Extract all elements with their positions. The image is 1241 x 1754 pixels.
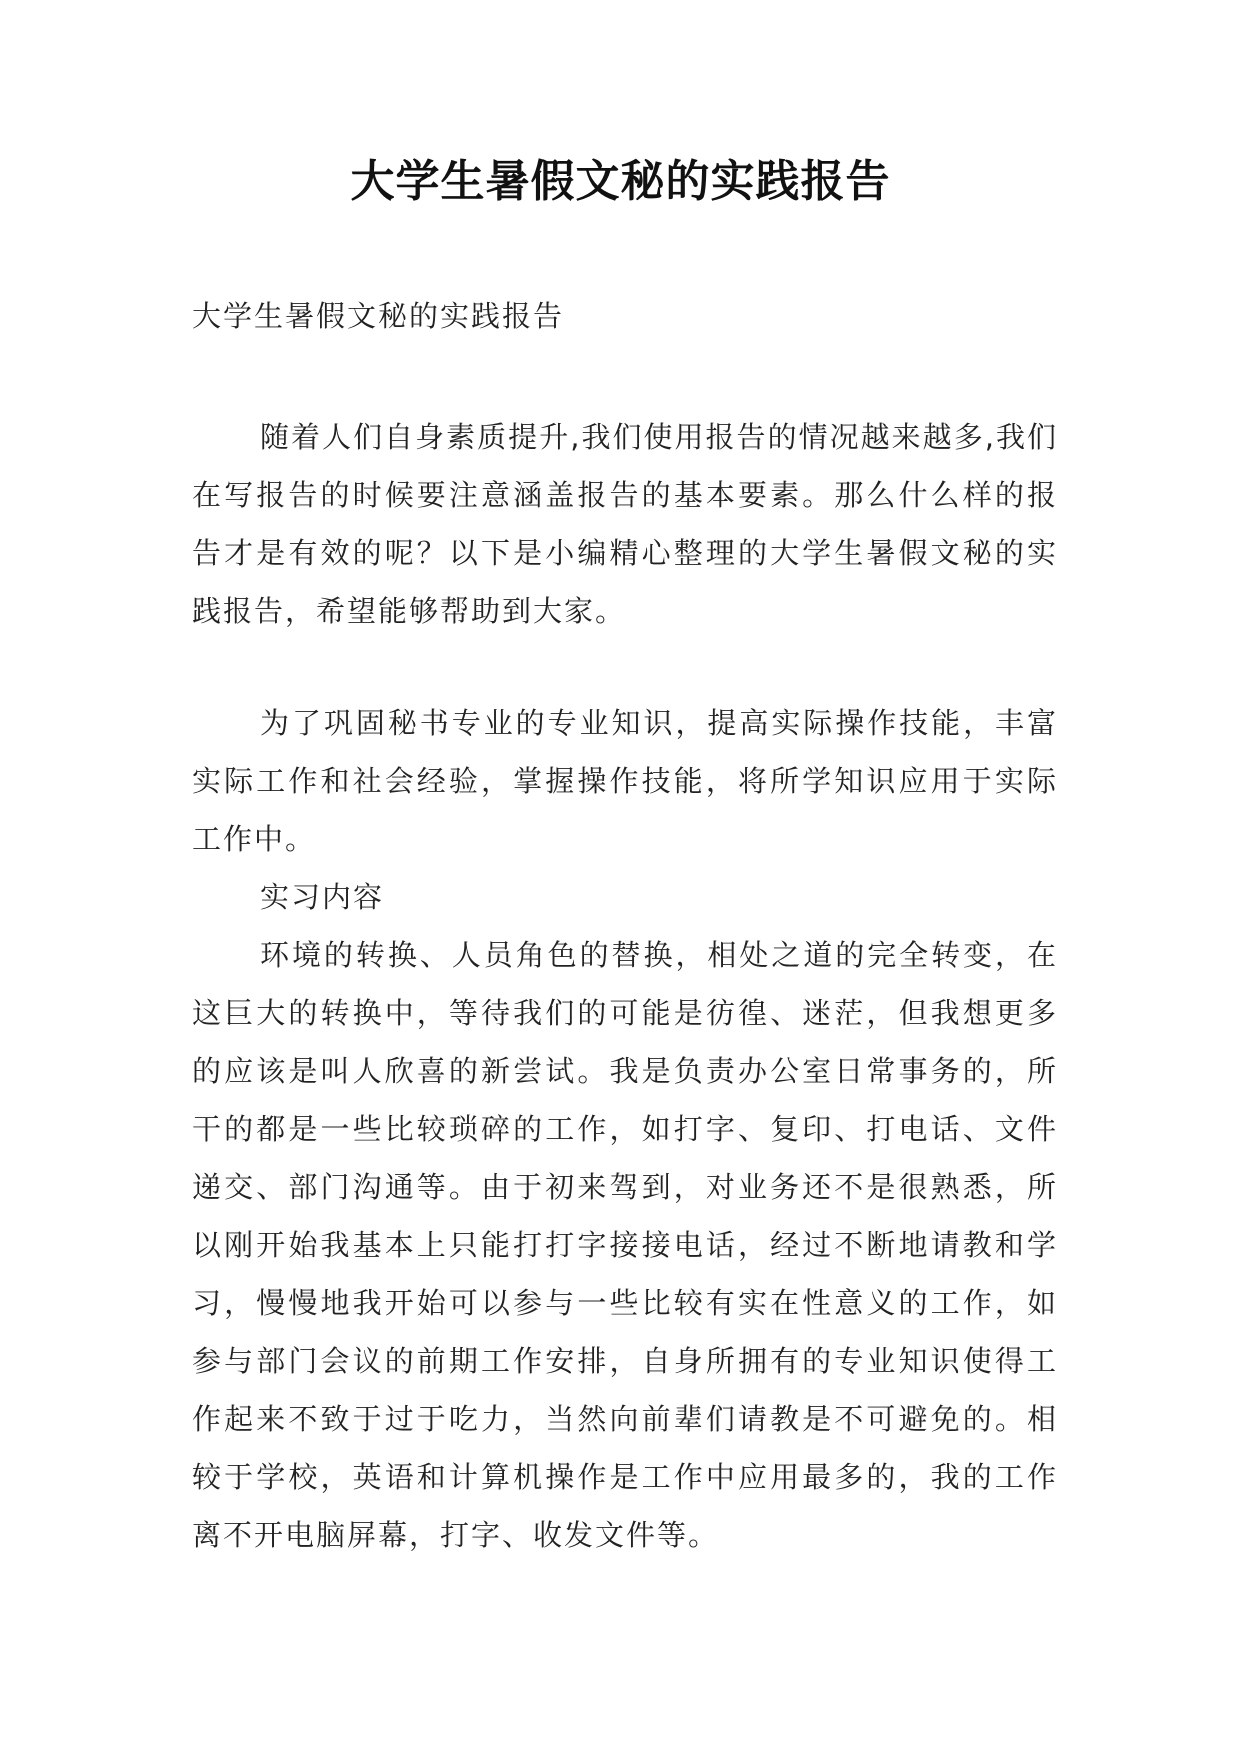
document-title: 大学生暑假文秘的实践报告	[350, 156, 891, 207]
paragraph-internship-body: 环境的转换、人员角色的替换，相处之道的完全转变，在这巨大的转换中，等待我们的可能是彷徨、迷茫，但我想更多的应该是叫人欣喜的新尝试。我是负责办公室日常事务的，所干的都是一些比较琐碎的工作，如打字、复印、打电话、文件递交、部门沟通等。由于初来驾到，对业务还不是很熟悉，所以刚开始我基本上只能打打字接接电话，经过不断地请教和学习，慢慢地我开始可以参与一些比较有实在性意义的工作，如参与部门会议的前期工作安排，自身所拥有的专业知识使得工作起来不致于过于吃力，当然向前辈们请教是不可避免的。相较于学校，英语和计算机操作是工作中应用最多的，我的工作离不开电脑屏幕，打字、收发文件等。	[192, 938, 1058, 1552]
paragraph-intro: 随着人们自身素质提升,我们使用报告的情况越来越多,我们在写报告的时候要注意涵盖报告的基本要素。那么什么样的报告才是有效的呢？以下是小编精心整理的大学生暑假文秘的实践报告，希望能够帮助到大家。	[192, 420, 1058, 628]
section-heading-internship-content: 实习内容	[260, 880, 385, 914]
paragraph-purpose: 为了巩固秘书专业的专业知识，提高实际操作技能，丰富实际工作和社会经验，掌握操作技能，将所学知识应用于实际工作中。	[192, 706, 1058, 856]
document-subtitle: 大学生暑假文秘的实践报告	[192, 299, 565, 333]
